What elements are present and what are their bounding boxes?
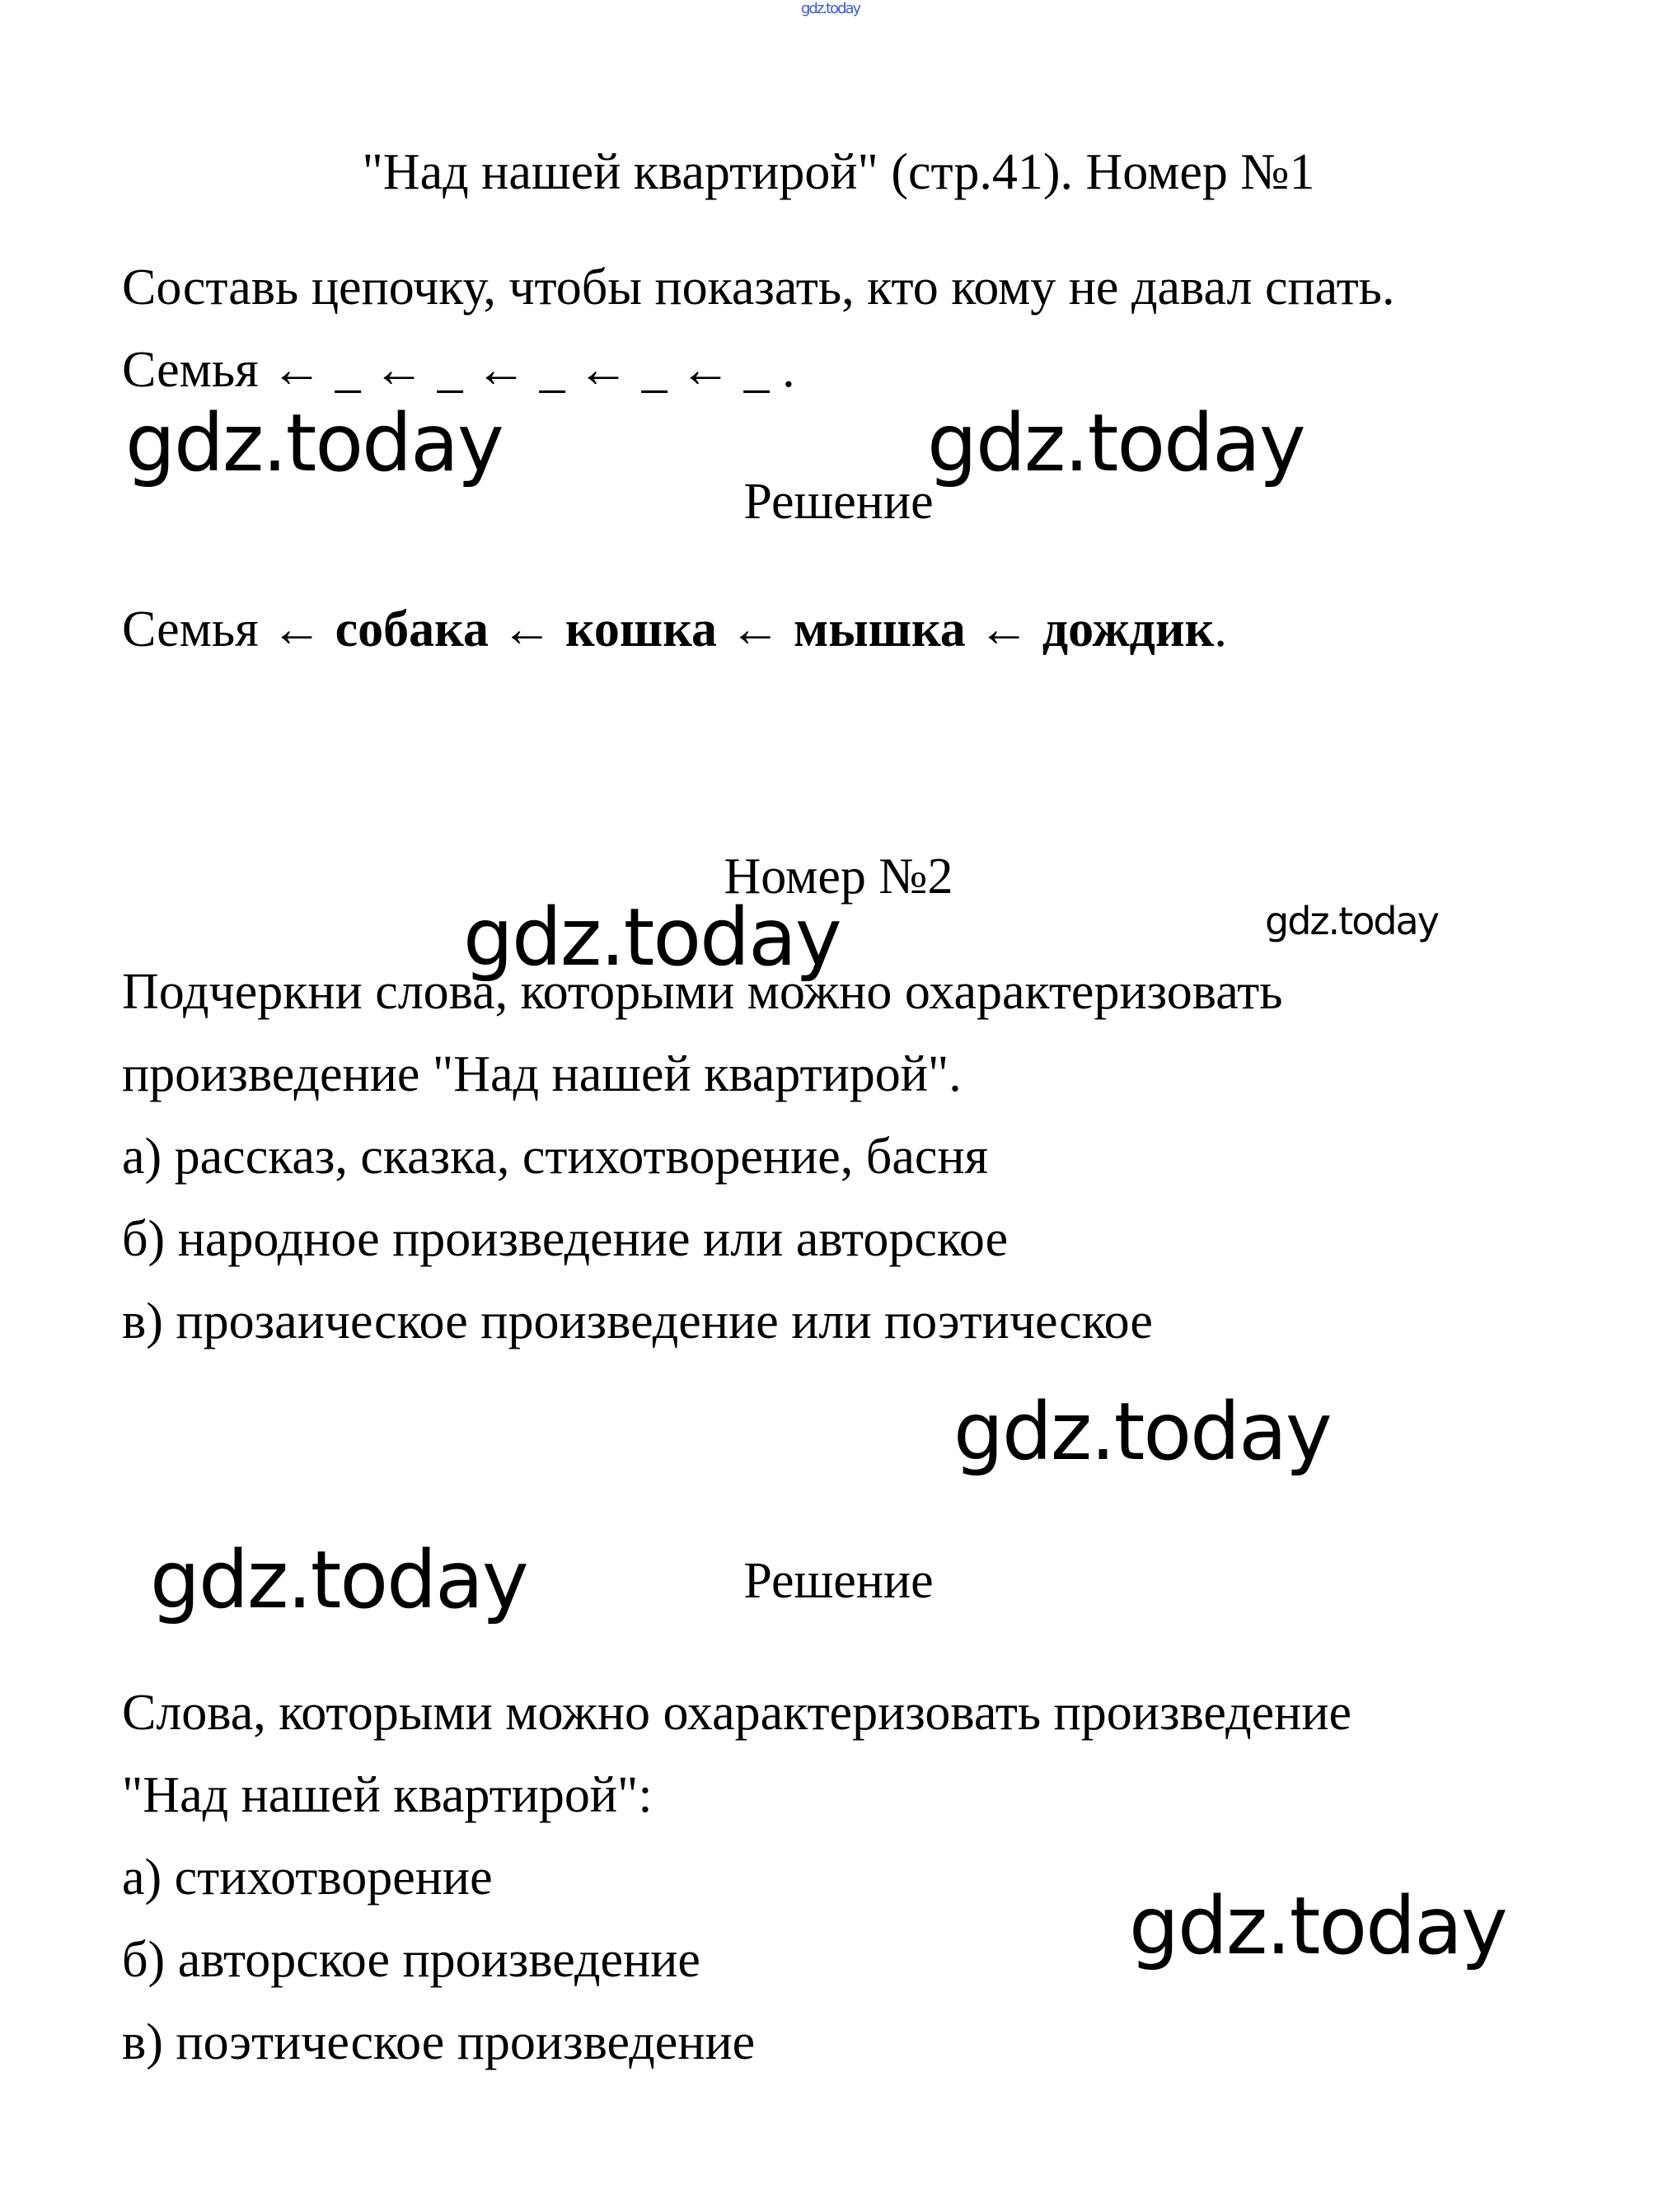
answer-item: мышка xyxy=(794,601,966,657)
task1-prompt: Составь цепочку, чтобы показать, кто кому не давал спать. xyxy=(122,260,1395,316)
task2-prompt-line1: Подчеркни слова, которыми можно охарактеризовать xyxy=(122,964,1283,1020)
chain-arrow: ← xyxy=(501,601,553,657)
task2-option-c: в) прозаическое произведение или поэтическое xyxy=(122,1293,1153,1349)
chain-arrow: ← xyxy=(729,601,781,657)
watermark: gdz.today xyxy=(927,397,1305,489)
task2-answer-b: б) авторское произведение xyxy=(122,1932,700,1988)
task1-template: Семья ← _ ← _ ← _ ← _ ← _ . xyxy=(122,342,795,398)
task1-header: "Над нашей квартирой" (стр.41). Номер №1 xyxy=(362,144,1315,200)
watermark: gdz.today xyxy=(463,891,841,984)
task1-solution-label: Решение xyxy=(743,474,934,530)
task2-header: Номер №2 xyxy=(724,849,953,905)
watermark: gdz.today xyxy=(1129,1880,1506,1972)
answer-item: кошка xyxy=(564,601,718,657)
task1-answer xyxy=(122,601,1227,657)
task2-answer-c: в) поэтическое произведение xyxy=(122,2014,756,2070)
chain-arrow: ← xyxy=(978,601,1030,657)
watermark: gdz.today xyxy=(125,397,503,489)
task2-answer-a: а) стихотворение xyxy=(122,1850,493,1906)
task2-prompt-line2: произведение "Над нашей квартирой". xyxy=(122,1046,962,1102)
watermark: gdz.today xyxy=(150,1534,527,1626)
answer-end: . xyxy=(1214,601,1227,657)
task2-solution-label: Решение xyxy=(743,1553,934,1609)
answer-start: Семья xyxy=(122,601,259,657)
task2-option-b: б) народное произведение или авторское xyxy=(122,1211,1009,1267)
top-watermark: gdz.today xyxy=(801,0,860,17)
task2-option-a: а) рассказ, сказка, стихотворение, басня xyxy=(122,1129,989,1185)
answer-item: собака xyxy=(335,601,489,657)
watermark: gdz.today xyxy=(953,1386,1331,1478)
answer-item: дождик xyxy=(1042,601,1215,657)
chain-arrow: ← xyxy=(271,601,323,657)
watermark: gdz.today xyxy=(1265,899,1438,943)
task2-answer-line1: Слова, которыми можно охарактеризовать произведение xyxy=(122,1685,1352,1741)
task2-answer-line2: "Над нашей квартирой": xyxy=(122,1767,653,1823)
